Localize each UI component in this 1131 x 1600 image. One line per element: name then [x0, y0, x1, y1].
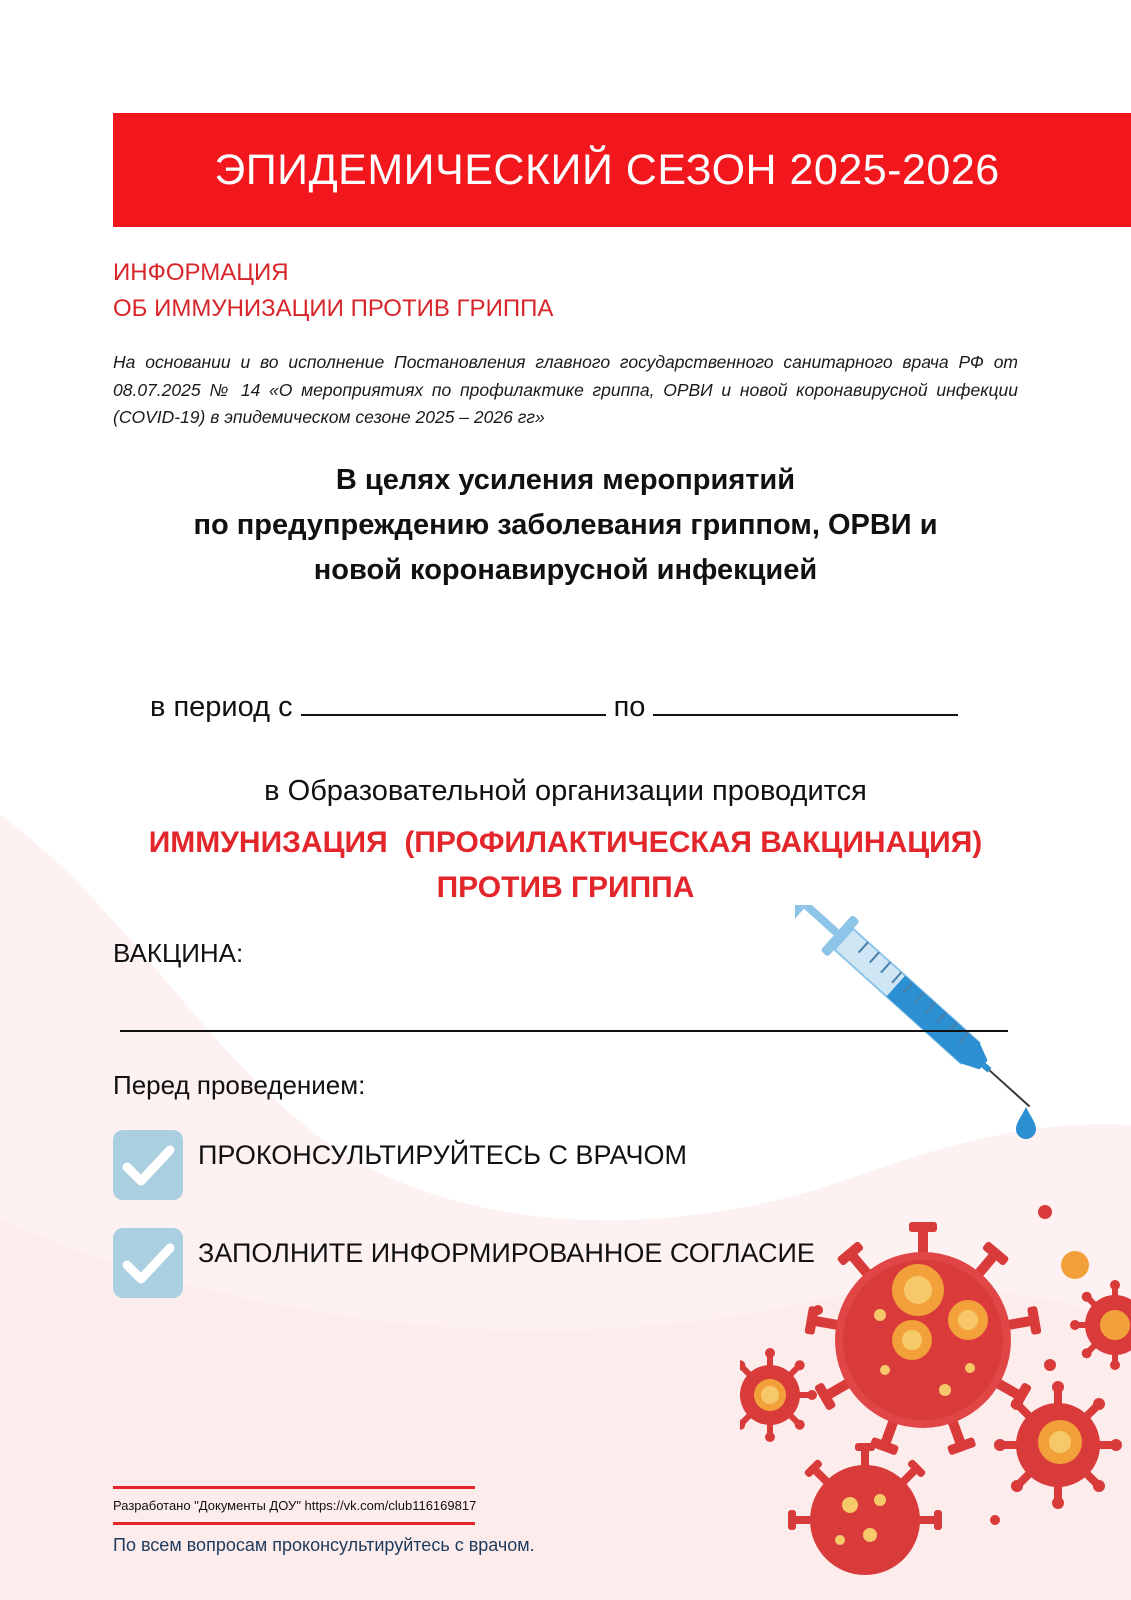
checklist-text: ПРОКОНСУЛЬТИРУЙТЕСЬ С ВРАЧОМ: [198, 1140, 688, 1170]
virus-icon: [804, 1222, 1041, 1456]
footer-note: По всем вопросам проконсультируйтесь с врачом.: [113, 1535, 535, 1555]
credit-text: Разработано "Документы ДОУ" https://vk.com/club116169817: [113, 1498, 477, 1513]
virus-icon: [788, 1443, 942, 1575]
goal-line1: В целях усиления мероприятий: [335, 464, 796, 496]
goal-line2: по предупреждению заболевания гриппом, ОРВИ и: [193, 509, 938, 541]
virus-icon: [994, 1381, 1122, 1509]
vaccine-blank-line[interactable]: [120, 1030, 1008, 1032]
organization-line: в Образовательной организации проводится: [264, 775, 867, 807]
goal-statement: [113, 458, 1018, 593]
period-from-blank[interactable]: [301, 688, 606, 716]
period-to-blank[interactable]: [653, 688, 958, 716]
virus-icon: [1070, 1280, 1131, 1370]
period-line: [150, 688, 966, 724]
checkmark-icon: [113, 1130, 183, 1200]
info-heading-line2: ОБ ИММУНИЗАЦИИ ПРОТИВ ГРИППА: [113, 295, 554, 322]
checklist-item-consult: [113, 1130, 687, 1200]
checkbox: [113, 1130, 183, 1200]
immunization-heading: [113, 820, 1018, 910]
immunization-line1: ИММУНИЗАЦИЯ (ПРОФИЛАКТИЧЕСКАЯ ВАКЦИНАЦИЯ): [148, 826, 983, 859]
season-title: ЭПИДЕМИЧЕСКИЙ СЕЗОН 2025-2026: [214, 145, 1000, 194]
checkbox: [113, 1228, 183, 1298]
info-heading: [113, 255, 553, 327]
period-from-label: в период с: [150, 691, 293, 723]
checklist-text: ЗАПОЛНИТЕ ИНФОРМИРОВАННОЕ СОГЛАСИЕ: [198, 1238, 815, 1268]
syringe-icon: [795, 905, 1065, 1165]
immunization-line2: ПРОТИВ ГРИППА: [436, 871, 695, 904]
legal-basis-text: На основании и во исполнение Постановления главного государственного санитарного врача РФ от 08.07.2025 № 14 «О мероприятиях по профилактике гриппа, ОРВИ и новой коронавирусной инфекции (COVID-19) в эпидемическом сезоне 2025 – 2026 гг»: [113, 352, 1018, 427]
checkmark-icon: [113, 1228, 183, 1298]
checklist-item-consent: [113, 1228, 815, 1298]
vaccine-label: ВАКЦИНА:: [113, 938, 244, 968]
virus-icon: [740, 1348, 817, 1442]
period-to-label: по: [613, 691, 646, 723]
goal-line3: новой коронавирусной инфекцией: [313, 554, 818, 586]
info-heading-line1: ИНФОРМАЦИЯ: [113, 259, 289, 286]
before-label: Перед проведением:: [113, 1070, 366, 1100]
season-banner: [113, 113, 1131, 227]
